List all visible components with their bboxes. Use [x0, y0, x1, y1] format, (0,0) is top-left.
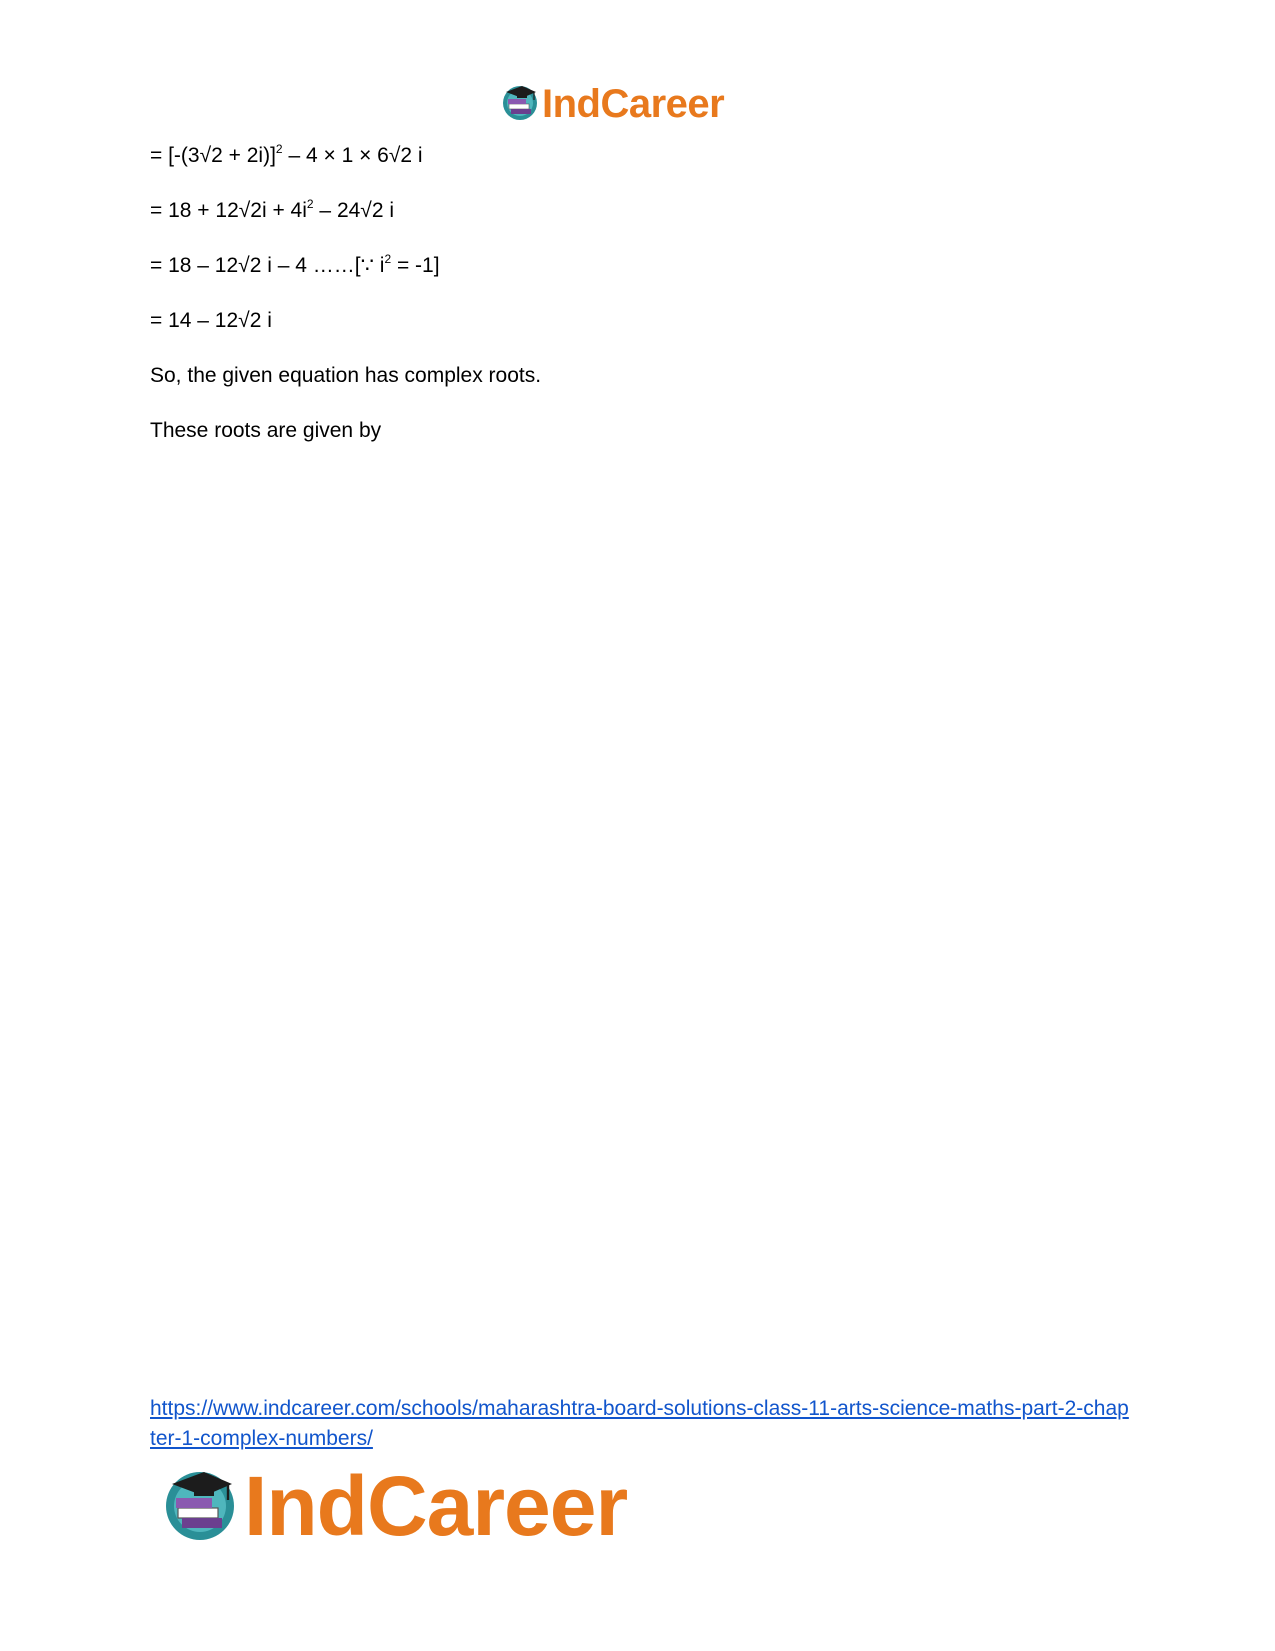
- header-logo-text: IndCareer: [542, 82, 725, 126]
- equation-line: = $18 + 12√2i + 4i^2 - 24√2$ i: [150, 197, 395, 222]
- header-logo: [500, 80, 724, 128]
- graduation-cap-books-icon: [500, 82, 540, 127]
- equation-line: = $[-(3√2 + 2i)]^2 - 4 \times 1 \times 6√2$ i: [150, 142, 423, 167]
- source-url-link[interactable]: https://www.indcareer.com/schools/maharashtra-board-solutions-class-11-arts-science-maths-part-2-chapter-1-complex-numbers/: [150, 1397, 1129, 1450]
- text-line: So, the given equation has complex roots.: [150, 364, 542, 387]
- footer-logo: [160, 1460, 627, 1552]
- text-line: These roots are given by: [150, 419, 382, 442]
- footer-logo-text: IndCareer: [244, 1459, 628, 1553]
- graduation-cap-books-icon: [160, 1464, 240, 1549]
- document-body: [150, 142, 1130, 472]
- equation-line: = 14 – 12√2 i: [150, 309, 272, 332]
- equation-line: = 18 – 12√2 i – 4 ……[∵ $i^2 = -1$]: [150, 252, 440, 277]
